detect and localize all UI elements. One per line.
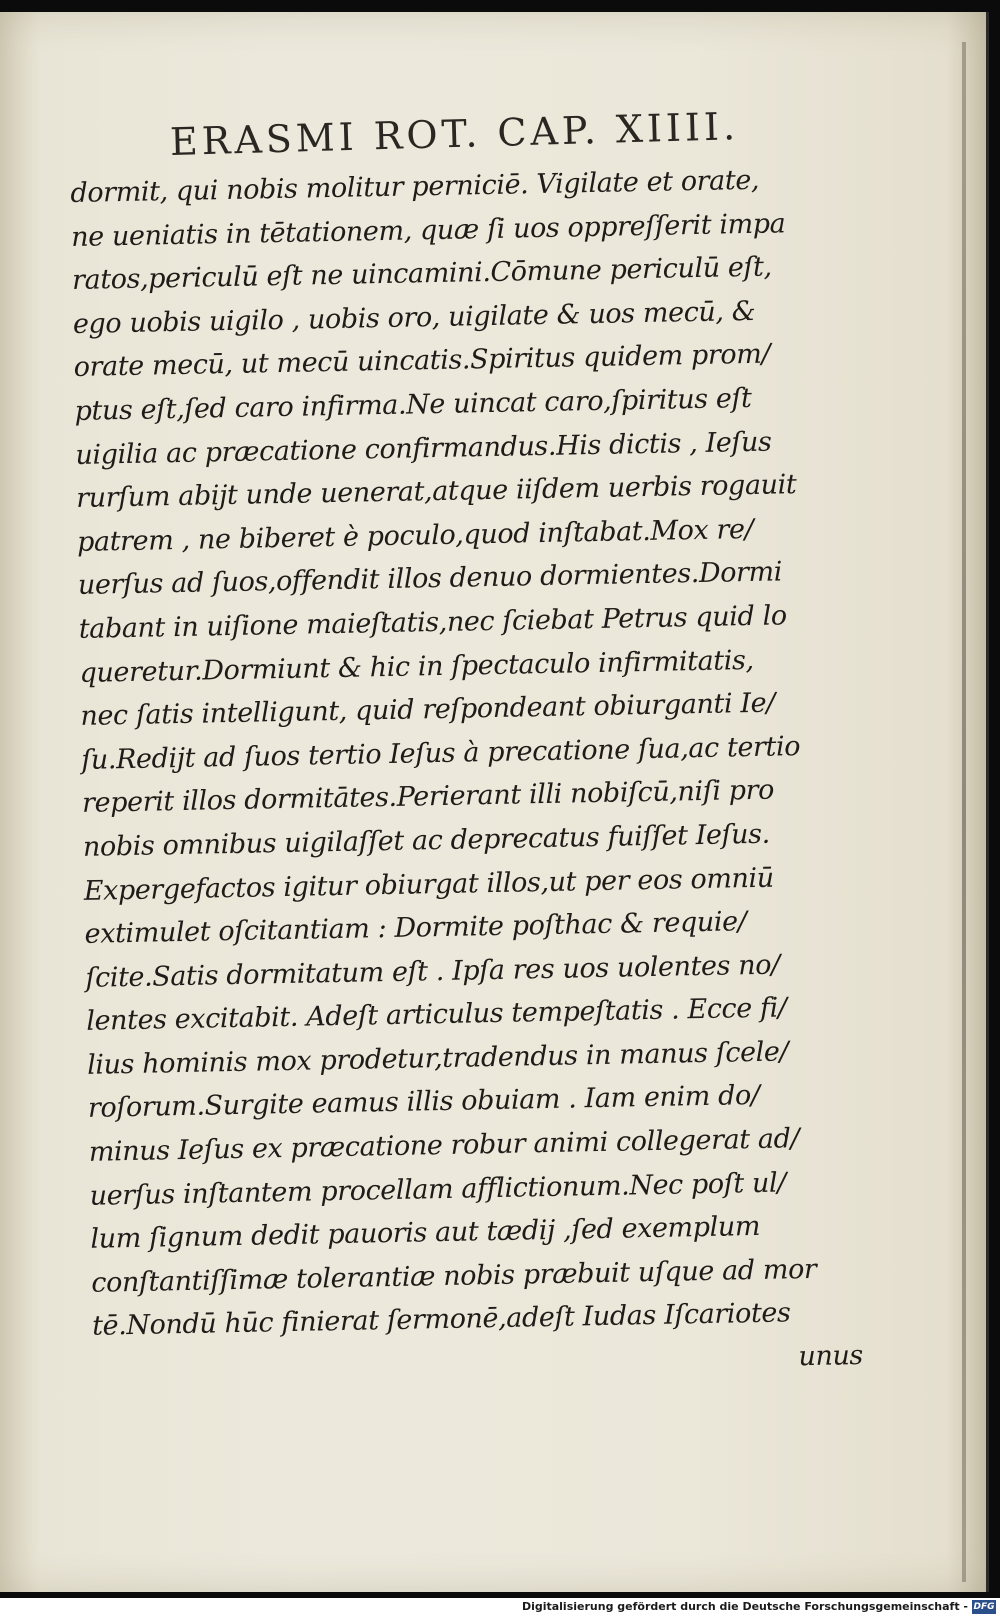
- text-line: dormit, qui nobis molitur perniciē. Vigilate et orate,: [70, 164, 760, 209]
- text-line: orate mecū, ut mecū uincatis.Spiritus quidem prom/: [73, 338, 771, 384]
- text-line: lentes excitabit. Adeſt articulus tempeſtatis . Ecce fi/: [86, 992, 787, 1038]
- text-line: uerſus inſtantem procellam afflictionum.Nec poſt ul/: [89, 1167, 787, 1212]
- catchword: unus: [798, 1340, 864, 1373]
- text-line: patrem , ne biberet è poculo,quod inſtabat.Mox re/: [76, 513, 754, 558]
- dfg-logo-icon: DFG: [973, 1602, 995, 1612]
- text-line: ſu.Redijt ad ſuos tertio Ieſus à precatione ſua,ac tertio: [80, 730, 801, 776]
- text-line: uerſus ad ſuos,offendit illos denuo dormientes.Dormi: [77, 556, 783, 602]
- text-line: nec ſatis intelligunt, quid reſpondeant obiurganti Ie/: [80, 687, 776, 733]
- text-line: tē.Nondū hūc finierat ſermonē,adeſt Iudas Iſcariotes: [91, 1297, 791, 1343]
- text-line: ptus eſt,ſed caro infirma.Ne uincat caro,ſpiritus eſt: [74, 382, 752, 427]
- text-line: ratos,periculū eſt ne uincamini.Cōmune periculū eſt,: [71, 251, 772, 297]
- text-line: extimulet oſcitantiam : Dormite poſthac & requie/: [84, 906, 747, 950]
- text-line: minus Ieſus ex præcatione robur animi collegerat ad/: [88, 1123, 800, 1168]
- text-line: reperit illos dormitātes.Perierant illi nobiſcū,niſi pro: [81, 774, 775, 820]
- text-line: ne ueniatis in tētationem, quæ ſi uos oppreſſerit impa: [70, 207, 786, 253]
- text-line: nobis omnibus uigilaſſet ac deprecatus fuiſſet Ieſus.: [82, 818, 771, 863]
- text-line: lius hominis mox prodetur,tradendus in manus ſcele/: [86, 1036, 789, 1081]
- text-line: tabant in uiſione maieſtatis,nec ſciebat Petrus quid lo: [78, 600, 787, 645]
- body-text: [70, 157, 873, 1392]
- text-line: ego uobis uigilo , uobis oro, uigilate & uos mecū, &: [72, 295, 756, 340]
- text-line: lum ſignum dedit pauoris aut tædij ,ſed exemplum: [90, 1211, 761, 1256]
- text-line: conſtantiſſimæ tolerantiæ nobis præbuit uſque ad mor: [91, 1253, 817, 1299]
- funding-credit: Digitalisierung gefördert durch die Deutsche Forschungsgemeinschaft -: [521, 1600, 968, 1613]
- running-head: ERASMI ROT. CAP. XIIII.: [169, 104, 740, 164]
- book-page: [0, 12, 989, 1592]
- text-line: roſorum.Surgite eamus illis obuiam . Iam enim do/: [87, 1080, 760, 1125]
- page-edge: [962, 42, 966, 1582]
- digitization-footer: [0, 1598, 1000, 1618]
- text-line: Expergefactos igitur obiurgat illos,ut per eos omniū: [83, 862, 774, 907]
- text-line: queretur.Dormiunt & hic in ſpectaculo infirmitatis,: [79, 644, 754, 689]
- text-line: rurſum abijt unde uenerat,atque iiſdem uerbis rogauit: [75, 469, 797, 515]
- text-line: uigilia ac præcatione confirmandus.His dictis , Ieſus: [75, 426, 772, 471]
- text-line: ſcite.Satis dormitatum eſt . Ipſa res uos uolentes no/: [85, 949, 781, 994]
